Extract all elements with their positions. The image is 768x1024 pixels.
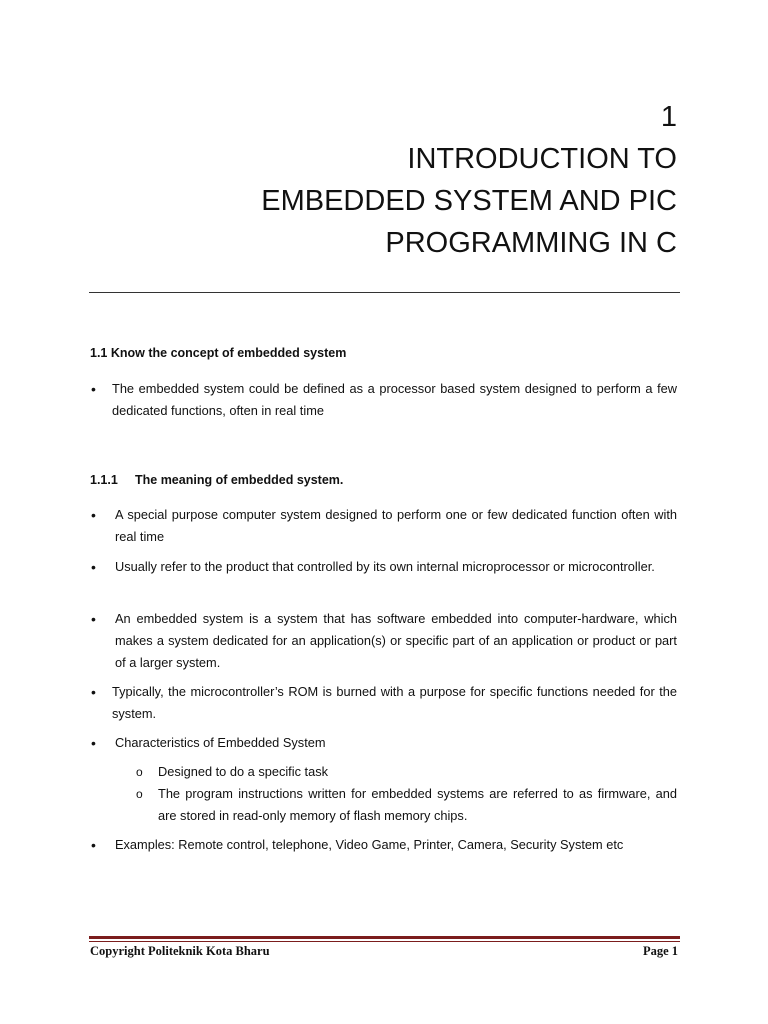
bullet-icon: • <box>91 684 96 700</box>
bullet-text: The embedded system could be defined as a processor based system designed to perform a few dedicated functions, often in real time <box>112 381 677 418</box>
sub-bullet-icon: o <box>136 787 143 801</box>
bullet-text: Usually refer to the product that controlled by its own internal microprocessor or microcontroller. <box>115 559 655 574</box>
bullet-text: Typically, the microcontroller’s ROM is burned with a purpose for specific functions needed for the system. <box>112 684 677 721</box>
bullet-icon: • <box>91 559 96 575</box>
footer-copyright: Copyright Politeknik Kota Bharu <box>90 944 270 958</box>
bullet-text: Examples: Remote control, telephone, Video Game, Printer, Camera, Security System etc <box>115 837 624 852</box>
sub-bullet-text: The program instructions written for embedded systems are referred to as firmware, and are stored in read-only memory of flash memory chips. <box>158 786 677 823</box>
bullet-icon: • <box>91 381 96 397</box>
section-title: The meaning of embedded system. <box>135 473 344 487</box>
chapter-title-line-1: INTRODUCTION TO <box>407 143 677 175</box>
section-heading-1-1-1 <box>90 473 343 487</box>
bullet-text: A special purpose computer system designed to perform one or few dedicated function often with real time <box>115 507 677 544</box>
bullet-icon: • <box>91 507 96 523</box>
section-number: 1.1.1 <box>90 473 118 487</box>
chapter-heading <box>117 96 677 264</box>
sub-bullet-icon: o <box>136 765 143 779</box>
chapter-number: 1 <box>660 101 677 133</box>
chapter-title-line-2: EMBEDDED SYSTEM AND PIC <box>261 185 677 217</box>
footer-page-number: Page 1 <box>642 944 678 958</box>
sub-bullet-text: Designed to do a specific task <box>158 764 329 779</box>
bullet-icon: • <box>91 837 96 853</box>
bullet-text: Characteristics of Embedded System <box>115 735 326 750</box>
footer-divider-thin <box>89 941 680 942</box>
bullet-icon: • <box>91 735 96 751</box>
section-heading-1-1: 1.1 Know the concept of embedded system <box>90 346 347 360</box>
bullet-icon: • <box>91 611 96 627</box>
footer-divider <box>89 936 680 939</box>
chapter-title-line-3: PROGRAMMING IN C <box>385 227 677 259</box>
heading-divider <box>89 292 680 293</box>
bullet-text: An embedded system is a system that has software embedded into computer-hardware, which makes a system dedicated for an application(s) or specific part of an application or product or part of a larger system. <box>115 611 677 670</box>
